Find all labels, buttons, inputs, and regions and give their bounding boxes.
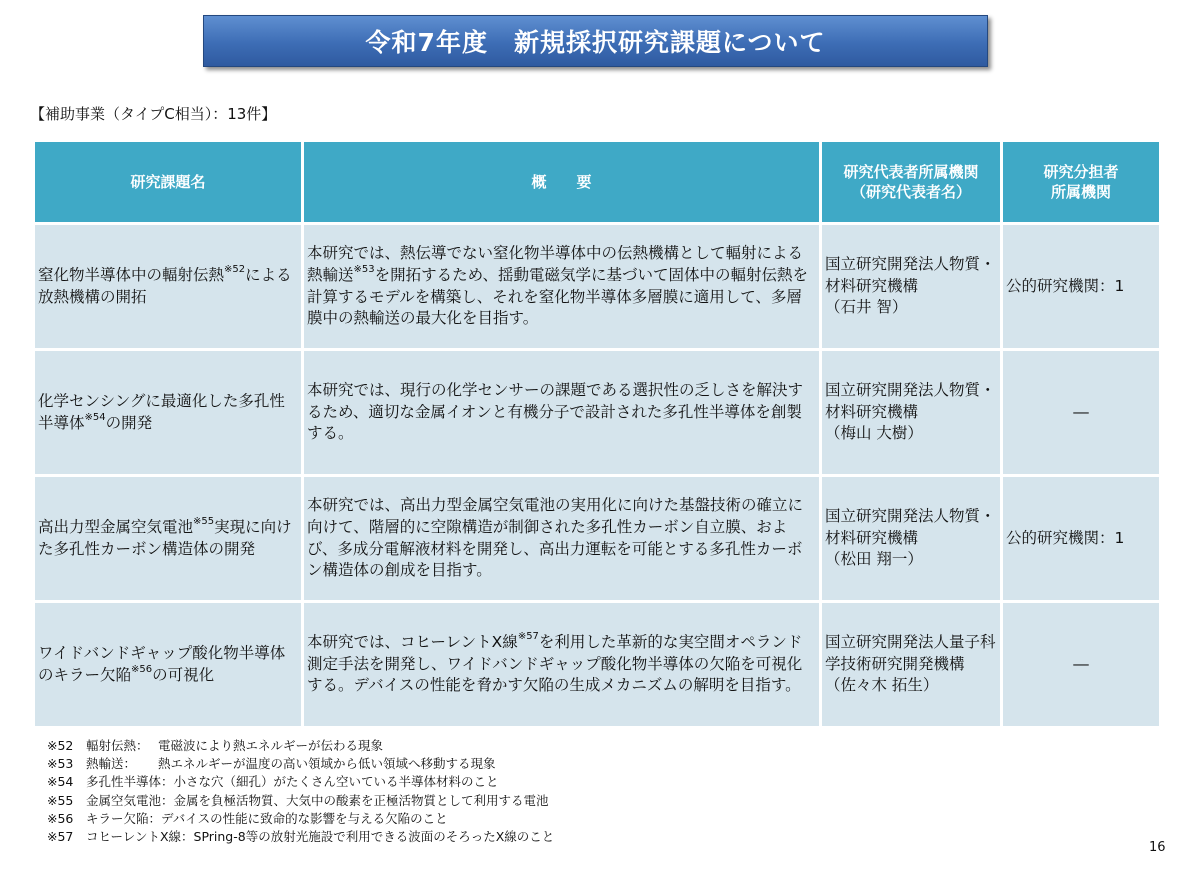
section-subtitle: 【補助事業（タイプC相当）：13件】 bbox=[30, 105, 277, 123]
header-partner-organization bbox=[1003, 142, 1159, 222]
project-title-cell: 化学センシングに最適化した多孔性半導体$^{※54}$の開発 bbox=[35, 351, 301, 474]
header-partner-line2: 所属機関 bbox=[1050, 183, 1111, 201]
header-pi-organization bbox=[822, 142, 1000, 222]
page-title: 令和7年度 新規採択研究課題について bbox=[203, 15, 988, 67]
table-row bbox=[35, 603, 1159, 726]
project-title-cell: 窒化物半導体中の輻射伝熱$^{※52}$による放熱機構の開拓 bbox=[35, 225, 301, 348]
header-pi-org-line2: （研究代表者名） bbox=[850, 183, 971, 201]
footnote-item: ※56 キラー欠陥： デバイスの性能に致命的な影響を与える欠陥のこと bbox=[47, 810, 448, 826]
footnotes bbox=[47, 737, 554, 846]
summary-cell: 本研究では、熱伝導でない窒化物半導体中の伝熱機構として輻射による熱輸送$^{※53}$を開拓するため、揺動電磁気学に基づいて固体中の輻射伝熱を計算するモデルを構築し、それを窒化物半導体多層膜に適用して、多層膜中の熱輸送の最大化を目指す。 bbox=[304, 225, 819, 348]
table-row bbox=[35, 225, 1159, 348]
header-project-title: 研究課題名 bbox=[35, 142, 301, 222]
partner-cell: ― bbox=[1003, 351, 1159, 474]
projects-table bbox=[32, 139, 1162, 729]
footnote-item: ※57 コヒーレントX線： SPring-8等の放射光施設で利用できる波面のそろったX線のこと bbox=[47, 829, 555, 845]
footnote-ref: ※57 bbox=[517, 630, 539, 642]
pi-org-cell: 国立研究開発法人量子科学技術研究開発機構 （佐々木 拓生） bbox=[822, 603, 1000, 726]
partner-cell: 公的研究機関：1 bbox=[1003, 225, 1159, 348]
pi-name: （佐々木 拓生） bbox=[825, 676, 939, 695]
page-number: 16 bbox=[1149, 840, 1166, 855]
footnote-ref: ※56 bbox=[131, 663, 153, 675]
footnote-item: ※54 多孔性半導体： 小さな穴（細孔）がたくさん空いている半導体材料のこと bbox=[47, 774, 499, 790]
pi-org-cell: 国立研究開発法人物質・材料研究機構 （松田 翔一） bbox=[822, 477, 1000, 600]
pi-name: （松田 翔一） bbox=[825, 550, 923, 569]
header-partner-line1: 研究分担者 bbox=[1043, 162, 1119, 181]
footnote-item: ※53 熱輸送： 熱エネルギーが温度の高い領域から低い領域へ移動する現象 bbox=[47, 756, 496, 772]
footnote-item: ※52 輻射伝熱： 電磁波により熱エネルギーが伝わる現象 bbox=[47, 738, 384, 753]
summary-cell: 本研究では、コヒーレントX線$^{※57}$を利用した革新的な実空間オペランド測定手法を開発し、ワイドバンドギャップ酸化物半導体の欠陥を可視化する。デバイスの性能を脅かす欠陥の生成メカニズムの解明を目指す。 bbox=[304, 603, 819, 726]
footnote-ref: ※55 bbox=[193, 515, 215, 527]
table-row bbox=[35, 351, 1159, 474]
pi-org-cell: 国立研究開発法人物質・材料研究機構 （石井 智） bbox=[822, 225, 1000, 348]
header-pi-org-line1: 研究代表者所属機関 bbox=[843, 162, 979, 181]
project-title-cell: ワイドバンドギャップ酸化物半導体のキラー欠陥$^{※56}$の可視化 bbox=[35, 603, 301, 726]
footnote-item: ※55 金属空気電池： 金属を負極活物質、大気中の酸素を正極活物質として利用する電池 bbox=[47, 792, 549, 808]
summary-cell: 本研究では、高出力型金属空気電池の実用化に向けた基盤技術の確立に向けて、階層的に空隙構造が制御された多孔性カーボン自立膜、および、多成分電解液材料を開発し、高出力運転を可能とする多孔性カーボン構造体の創成を目指す。 bbox=[304, 477, 819, 600]
table-header-row bbox=[35, 142, 1159, 222]
pi-org-cell: 国立研究開発法人物質・材料研究機構 （梅山 大樹） bbox=[822, 351, 1000, 474]
table-row bbox=[35, 477, 1159, 600]
project-title-cell: 高出力型金属空気電池$^{※55}$実現に向けた多孔性カーボン構造体の開発 bbox=[35, 477, 301, 600]
footnote-ref: ※53 bbox=[353, 263, 375, 275]
summary-cell: 本研究では、現行の化学センサーの課題である選択性の乏しさを解決するため、適切な金属イオンと有機分子で設計された多孔性半導体を創製する。 bbox=[304, 351, 819, 474]
footnote-ref: ※52 bbox=[224, 263, 246, 275]
partner-cell: ― bbox=[1003, 603, 1159, 726]
footnote-ref: ※54 bbox=[84, 411, 106, 423]
pi-name: （梅山 大樹） bbox=[825, 424, 923, 443]
header-summary: 概 要 bbox=[304, 142, 819, 222]
pi-name: （石井 智） bbox=[825, 298, 908, 317]
partner-cell: 公的研究機関：1 bbox=[1003, 477, 1159, 600]
